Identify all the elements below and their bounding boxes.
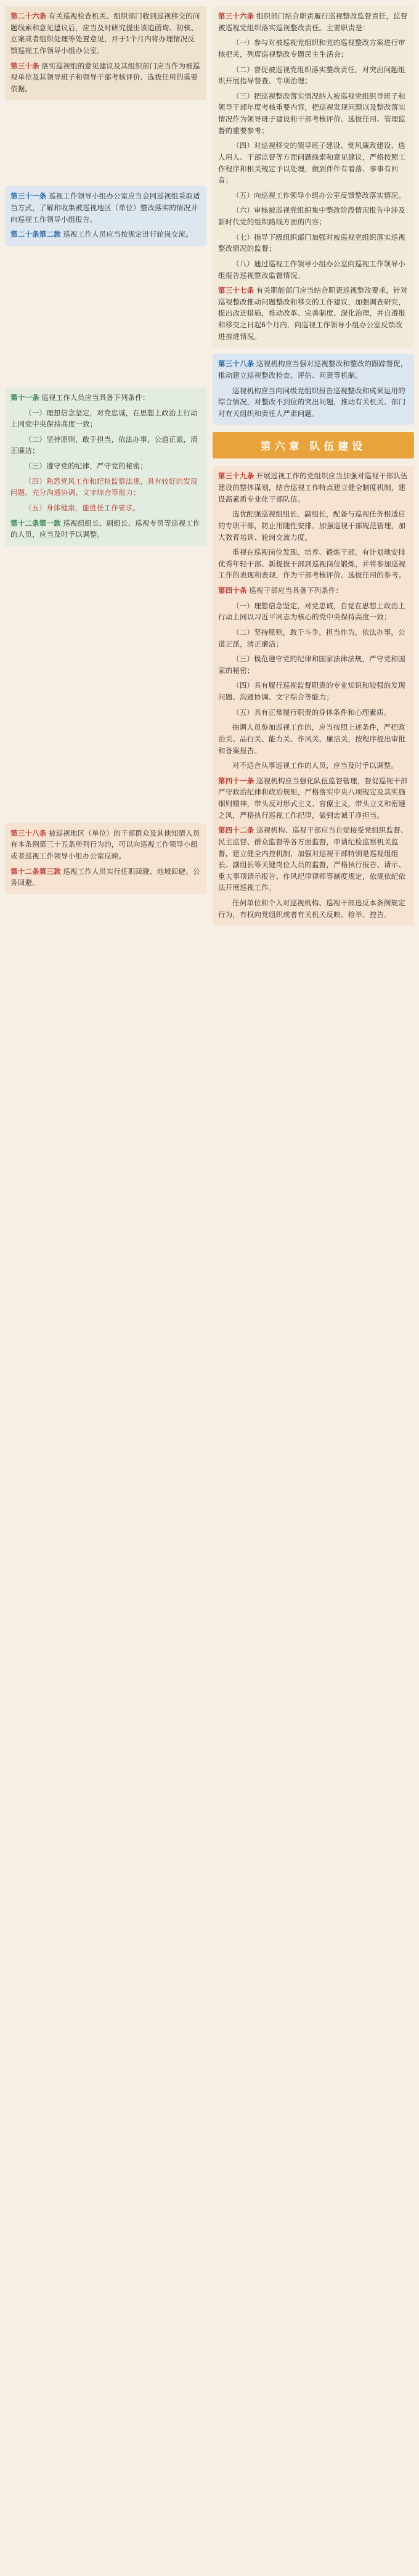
article-item: （二）督促被巡视党组织落实整改责任，对突出问题组织开展指导督查、专项治理； [218,66,405,86]
article-paragraph: 第二十六条 有关巡视检查机关、组织部门收到巡视移交的问题线索和意见建议后，应当及时研究提出该追函询、初核、立案或者组织处理等处置意见，并于1个月内将办理情况反馈巡视工作领导小组办公室。 [10,13,200,55]
article-paragraph: 第三十一条 巡视工作领导小组办公室应当会同巡视组采取适当方式，了解和收集被巡视地区（单位）整改落实的情况并向巡视工作领导小组报告。 [10,193,200,224]
article-paragraph: 选优配强巡视组组长、副组长，配备与巡视任务相适应的专职干部，防止用随性安排。加强巡视干部规范管理，加大教育培训、轮岗交流力度。 [218,511,406,542]
article-paragraph: 第四十二条 巡视机构、巡视干部应当自觉接受党组织监督、民主监督、群众监督等各方面监督，申请纪检监察机关监督，建立健全内控机制，加强对巡视干部特别是巡视组组长、副组长等关键岗位人员的监督，严格执行报告、请示、重大事项请示报告、作风纪律律师等制度规定，依规依纪依法开展巡视工作。 [218,827,408,892]
article-paragraph: 对不适合从事巡视工作的人员，应当及时予以调整。 [232,762,399,770]
article-item: （三）把巡视整改落实情况纳入被巡视党组织导班子和领导干部年度考核重要内容，把巡视发现问题以及整改落实情况作为领导班子建设和干部考核评价、选拔任用、管理监督的重要参考； [218,92,406,135]
article-paragraph: 第四十一条 巡视机构应当强化队伍监督管理，督促巡视干部严守政治纪律和政治规矩，严格落实中央八项规定及其实施细则精神，带头反对形式主义、官僚主义，带头立义和密遵之风，严格执行巡视工作纪律，做到忠诚干净担当。 [218,777,408,820]
article-card-31 [5,186,206,246]
article-item: （三）遵守党的纪律，严守党的秘密； [25,463,147,470]
article-paragraph: 第三十八条 巡视机构应当强对巡视整改和整改的跟踪督促，推动建立巡视整改检查、评估、问责等机制。 [218,361,408,380]
article-paragraph: 第十一条 巡视工作人员应当具备下列条件： [10,394,150,402]
article-paragraph: 第十二条第三款 巡视工作人员实行任职回避、地域回避、公务回避。 [10,868,200,887]
article-item: （五）身体健康，能胜任工作要求。 [25,504,140,512]
article-card-36 [213,6,414,348]
article-item: （八）通过巡视工作领导小组办公室向巡视工作领导小组报告巡视整改监督情况。 [218,260,405,280]
article-item: （四）具有履行巡视监督职责的专业知识和较强的发现问题、沟通协调、文字综合等能力； [218,682,405,701]
article-paragraph: 第三十七条 有关职能部门应当结合职责巡视整改要求，针对巡视整改推动问题整改和移交的工作建议，加强调查研究，提出改进措施，推动改革、完善制度、深化治理，并自遵报和移交之日起6个月内，向巡视工作领导小组办公室反馈改进推进情况。 [218,287,408,341]
right-column [213,6,414,926]
article-paragraph: 第三十八条 被巡视地区（单位）的干部群众及其他知情人员有本条例第三十五条所列行为的，可以向巡视工作领导小组或者巡视工作领导小组办公室反映。 [10,829,200,860]
article-paragraph: 第三十六条 组织部门结合职责履行巡视整改监督责任，监督被巡视党组织落实巡视整改责任。主要职责是： [218,13,408,32]
article-paragraph: 第四十条 巡视干部应当具备下列条件： [218,587,343,595]
article-card-38a [213,354,414,425]
article-paragraph: 第二十条第二款 巡视工作人员应当按规定进行轮岗交流。 [10,231,193,239]
left-spacer-4 [5,688,206,817]
article-item: （六）审核被巡视党组织集中整改阶段情况报告中涉及新时代党的组织路线方面的内容； [218,207,405,226]
article-card-41 [5,388,206,546]
article-item: （四）对巡视移交的领导班子建设、党风廉政建设、选人用人、干部监督等方面问题线索和意见建议，严格按照工作程序和相关规定予以处理，做到件件有着落、事事有回音； [218,142,406,185]
article-paragraph: 任何单位和个人对巡视机构、巡视干部违反本条例规定行为，有权向党组织或者有关机关反映、检举、控告。 [218,900,405,919]
article-item: （一）理想信念坚定，对党忠诚，自觉在思想上政治上行动上同以习近平同志为核心的党中央保持高度一致； [218,602,405,622]
article-paragraph: 第三十九条 开展巡视工作的党组织应当加强对巡视干部队伍建设的整体谋划，结合巡视工作特点建立健全制度机制，建设高素质专业化干部队伍。 [218,473,408,503]
article-item: （二）坚持原则，敢于担当，依法办事，公道正派，清正廉洁； [10,436,198,455]
article-item: （四）熟悉党风工作和纪检监察法规，具有较好的发现问题、充分沟通协调、文字综合等能力； [10,478,198,497]
left-spacer-1 [5,106,206,180]
article-card-38b [5,823,206,894]
article-item: （一）理想信念坚定，对党忠诚，在思想上政治上行动上同党中央保持高度一致； [10,409,198,429]
chapter-banner: 第六章 队伍建设 [213,432,414,459]
article-item: （五）具有正常履行职责的身体条件和心理素质。 [232,709,391,717]
article-card-26 [5,6,206,100]
article-paragraph: 抽调人员参加巡视工作的，应当按照上述条件，严把政治关、品行关、能力关、作风关、廉洁关，按程序提出审批和备案报告。 [218,724,406,755]
article-paragraph: 重视在巡视岗位发现、培养、锻炼干部，有计划地安排优秀年轻干部、新提拔干部到巡视岗位锻炼，并将参加巡视工作的表现和表现，作为干部考核评价、选拔任用的参考。 [218,549,406,580]
article-item: （一）参与对被巡视党组织和党的巡视整改方案进行审核把关，列席巡视整改专题民主生活会； [218,39,405,59]
two-column-layout [5,6,414,926]
article-item: （五）向巡视工作领导小组办公室反馈整改落实情况。 [232,192,405,200]
left-spacer-3 [5,552,206,682]
article-paragraph: 第三十条 落实巡视组的意见建议及其组织部门应当作为被巡视单位及其领导班子和领导干部考核评价、选拔任用的重要依据。 [10,62,200,93]
left-column [5,6,206,894]
article-paragraph: 第十二条第一款 巡视组组长、副组长、巡视专员等巡视工作的人员，应当及时予以调整。 [10,520,200,539]
article-item: （二）坚持原则，敢于斗争，担当作为，依法办事，公道正派，清正廉洁； [218,629,405,648]
article-item: （三）模范遵守党的纪律和国家法律法规，严守党和国家的秘密； [218,656,405,675]
article-card-39 [213,466,414,926]
left-spacer-2 [5,252,206,381]
article-paragraph: 巡视机构应当向同级党组织报告巡视整改和成果运用的综合情况，对整改不到位的突出问题，推动有关机关、部门对有关组织和责任人严肃问题。 [218,387,406,418]
article-item: （七）指导下级组织部门加强对被巡视党组织落实巡视整改情况的监督； [218,234,405,253]
